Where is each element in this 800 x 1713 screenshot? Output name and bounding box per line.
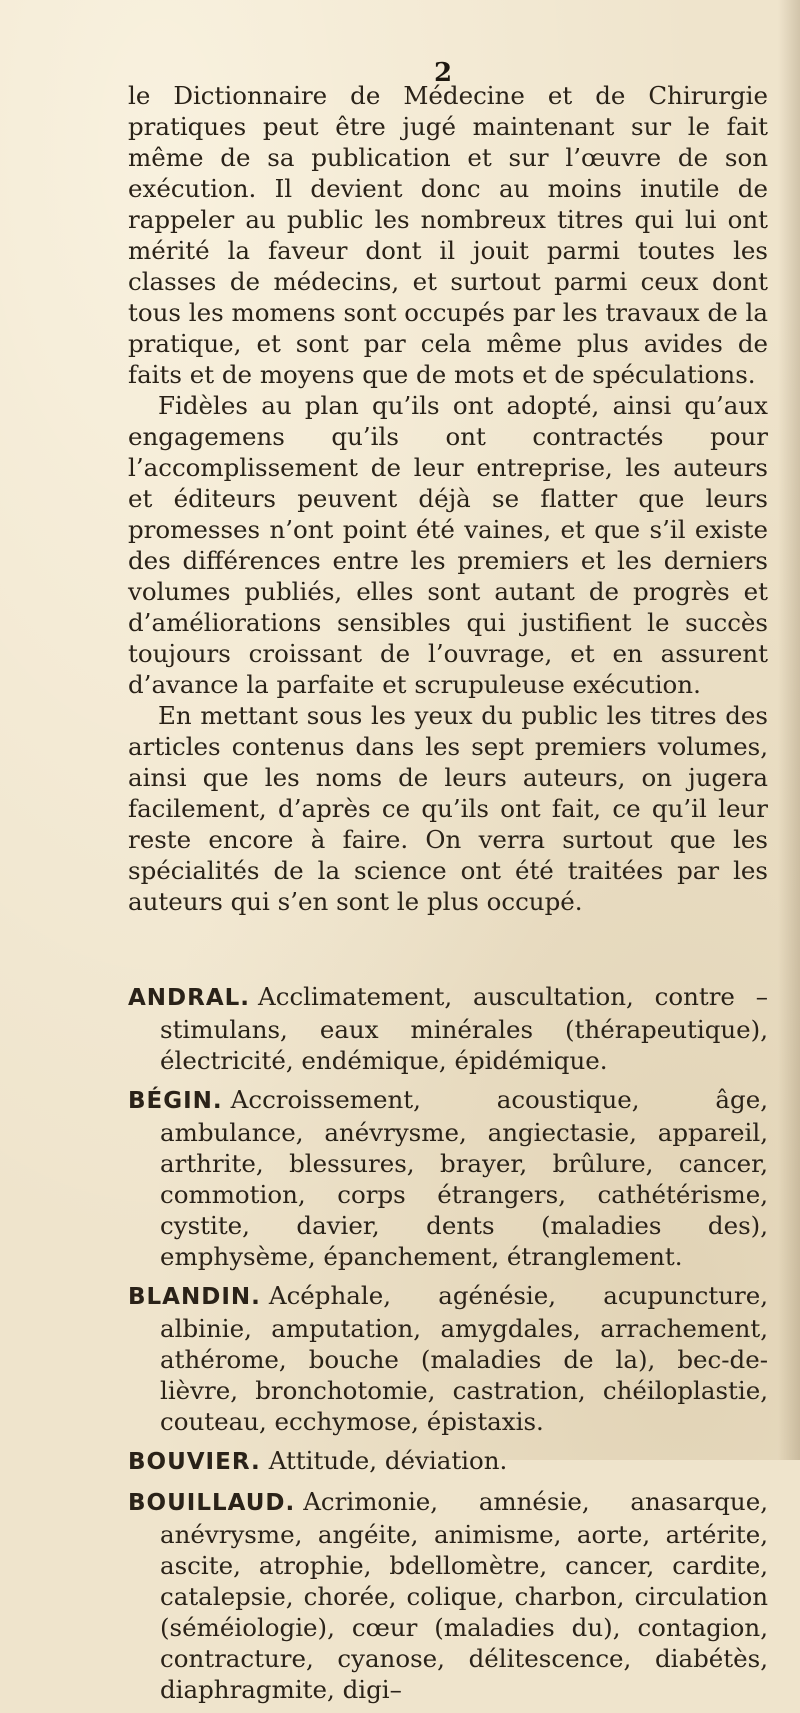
page-number: 2 <box>434 58 453 88</box>
author-entry <box>128 1084 768 1272</box>
author-entries <box>128 981 768 1705</box>
author-entry <box>128 1280 768 1437</box>
intro-paragraph: En mettant sous les yeux du public les titres des articles contenus dans les sept premiers volumes, ainsi que les noms de leurs auteurs, on jugera facilement, d’après ce qu’ils ont fait, ce qu’il leur reste encore à faire. On verra surtout que les spécialités de la science ont été traitées par les auteurs qui s’en sont le plus occupé. <box>128 701 768 916</box>
intro-paragraph: le Dictionnaire de Médecine et de Chirurgie pratiques peut être jugé maintenant sur le fait même de sa publication et sur l’œuvre de son exécution. Il devient donc au moins inutile de rappeler au public les nombreux titres qui lui ont mérité la faveur dont il jouit parmi toutes les classes de médecins, et surtout parmi ceux dont tous les momens sont occupés par les travaux de la pratique, et sont par cela même plus avides de faits et de moyens que de mots et de spéculations. <box>128 81 768 389</box>
entry-articles: Acclimatement, auscultation, contre – stimulans, eaux minérales (thérapeutique), électricité, endémique, épidémique. <box>160 982 768 1075</box>
author-name: BÉGIN. <box>128 1088 223 1114</box>
author-entry <box>128 981 768 1076</box>
intro-paragraph: Fidèles au plan qu’ils ont adopté, ainsi qu’aux engagemens qu’ils ont contractés pour l’accomplissement de leur entreprise, les auteurs et éditeurs peuvent déjà se flatter que leurs promesses n’ont point été vaines, et que s’il existe des différences entre les premiers et les derniers volumes publiés, elles sont autant de progrès et d’améliorations sensibles qui justifient le succès toujours croissant de l’ouvrage, et en assurent d’avance la parfaite et scrupuleuse exécution. <box>128 391 768 699</box>
author-entry <box>128 1486 768 1705</box>
page-content <box>128 80 768 1713</box>
author-entry <box>128 1445 768 1478</box>
entry-articles: Acrimonie, amnésie, anasarque, anévrysme, angéite, animisme, aorte, artérite, ascite, atrophie, bdellomètre, cancer, cardite, catalepsie, chorée, colique, charbon, circulation (séméiologie), cœur (maladies du), contagion, contracture, cyanose, délitescence, diabétès, diaphragmite, digi– <box>160 1487 768 1704</box>
author-name: BOUILLAUD. <box>128 1490 296 1516</box>
entry-articles: Accroissement, acoustique, âge, ambulance, anévrysme, angiectasie, appareil, arthrite, blessures, brayer, brûlure, cancer, commotion, corps étrangers, cathétérisme, cystite, davier, dents (maladies des), emphysème, épanchement, étranglement. <box>160 1085 768 1271</box>
author-name: BLANDIN. <box>128 1284 261 1310</box>
author-name: ANDRAL. <box>128 985 251 1011</box>
page-edge-shadow <box>778 0 800 1460</box>
entry-articles: Acéphale, agénésie, acupuncture, albinie, amputation, amygdales, arrachement, athérome, bouche (maladies de la), bec-de-lièvre, bronchotomie, castration, chéiloplastie, couteau, ecchymose, épistaxis. <box>160 1281 768 1436</box>
entry-articles: Attitude, déviation. <box>268 1446 508 1475</box>
introduction <box>128 80 768 917</box>
author-name: BOUVIER. <box>128 1449 261 1475</box>
